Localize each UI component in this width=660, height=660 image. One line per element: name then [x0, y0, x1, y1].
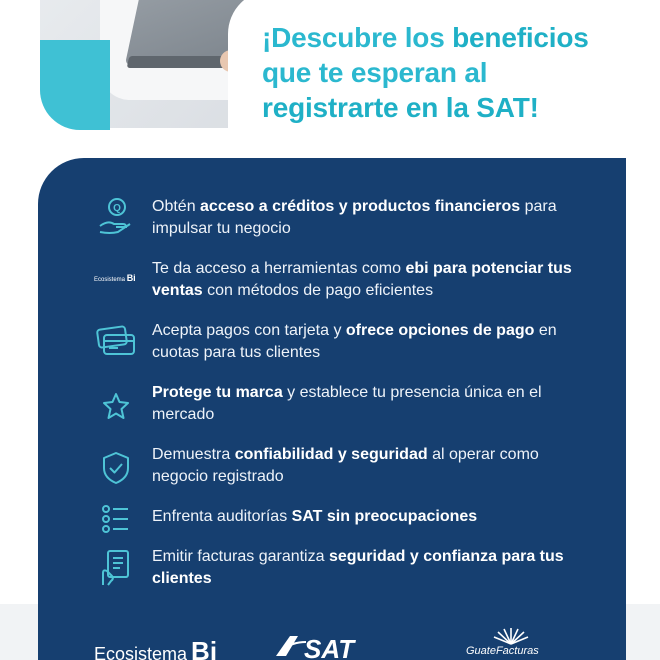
- ecosistema-bi-logo: Ecosistema Bi: [94, 273, 136, 283]
- hand-money-icon: [94, 196, 138, 236]
- checklist-icon: [94, 500, 138, 540]
- sat-logo: [272, 628, 387, 660]
- star-icon: [94, 386, 138, 426]
- benefit-text: Obtén acceso a créditos y productos financieros para impulsar tu negocio: [152, 198, 557, 237]
- benefit-text: Protege tu marca y establece tu presencia única en el mercado: [152, 384, 542, 423]
- benefit-text: Enfrenta auditorías SAT sin preocupaciones: [152, 508, 478, 525]
- benefit-text: Te da acceso a herramientas como ebi para potenciar tus ventas con métodos de pago eficientes: [152, 260, 572, 299]
- benefits-panel: [38, 158, 626, 660]
- invoice-hand-icon: [94, 548, 138, 588]
- ecosistema-bi-logo: Ecosistema Bi: [94, 636, 218, 660]
- benefit-text: Acepta pagos con tarjeta y ofrece opciones de pago en cuotas para tus clientes: [152, 322, 557, 361]
- sat-logo-text: SAT: [304, 634, 355, 660]
- teal-accent-shape: [40, 40, 110, 130]
- headline: ¡Descubre los beneficios que te esperan al registrarte en la SAT!: [262, 22, 589, 123]
- benefit-text: Emitir facturas garantiza seguridad y confianza para tus clientes: [152, 548, 564, 587]
- shield-check-icon: [94, 448, 138, 488]
- cards-icon: [94, 320, 138, 360]
- benefit-text: Demuestra confiabilidad y seguridad al operar como negocio registrado: [152, 446, 539, 485]
- guatefacturas-wordmark: GuateFacturas: [466, 645, 539, 657]
- svg-text:Q: Q: [113, 203, 121, 214]
